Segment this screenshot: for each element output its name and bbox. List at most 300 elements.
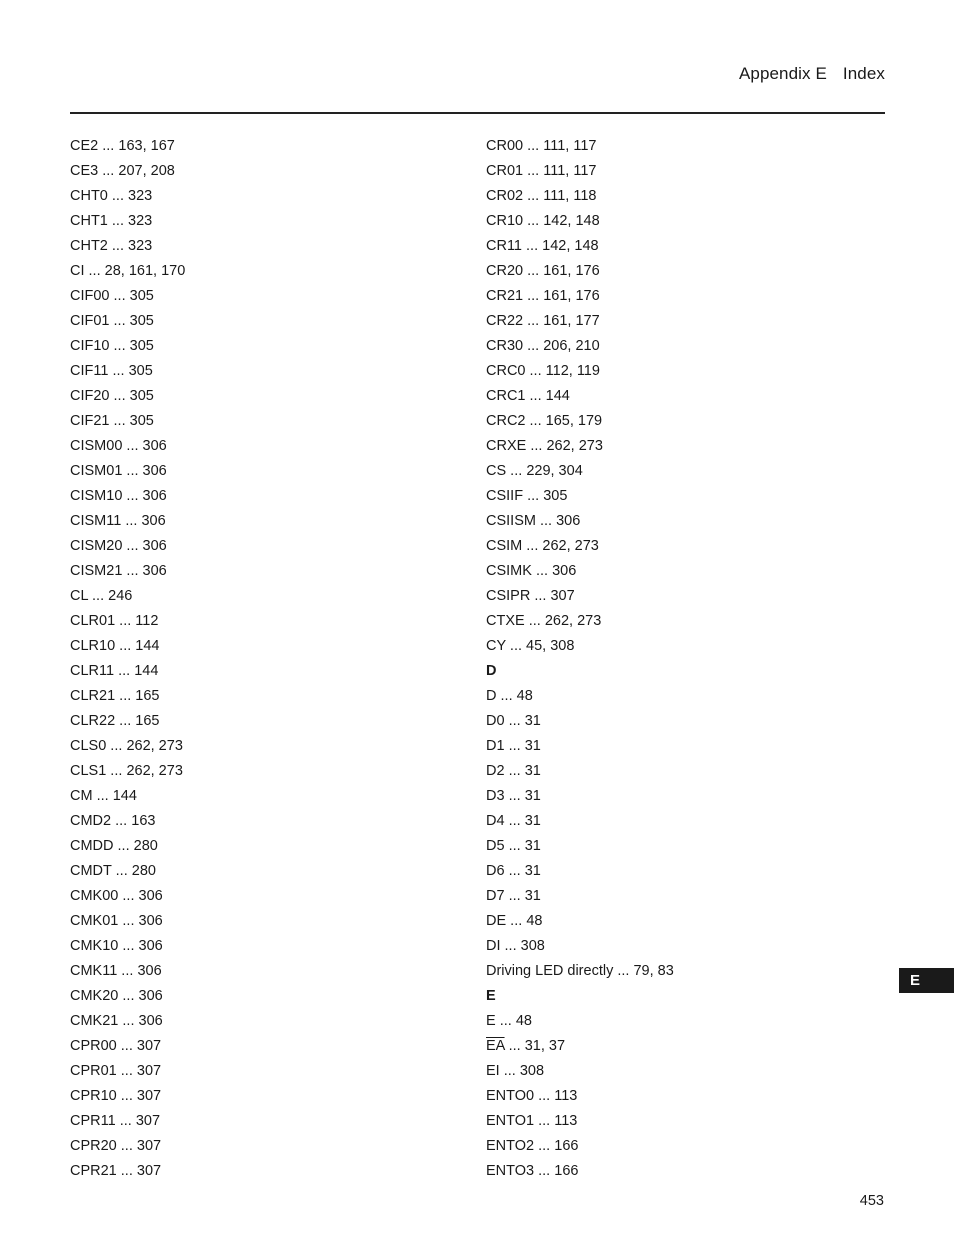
index-pages: 306 (552, 563, 577, 579)
index-entry (486, 459, 886, 484)
index-separator: ... (496, 688, 517, 704)
index-term: CY (486, 638, 506, 654)
index-term: DE (486, 913, 507, 929)
index-pages: 229, 304 (526, 463, 583, 479)
index-term: CMK10 (70, 938, 119, 954)
index-pages: 161, 176 (543, 288, 600, 304)
index-term: CR22 (486, 313, 524, 329)
index-entry (70, 1134, 460, 1159)
index-separator: ... (500, 938, 521, 954)
index-pages: 305 (129, 288, 154, 304)
index-entry (70, 309, 460, 334)
index-pages: 306 (556, 513, 581, 529)
index-entry (70, 284, 460, 309)
index-term: D6 (486, 863, 505, 879)
index-term: CR30 (486, 338, 524, 354)
index-entry (486, 1034, 886, 1059)
index-separator: ... (523, 188, 544, 204)
index-entry (486, 1084, 886, 1109)
index-separator: ... (114, 663, 135, 679)
index-pages: 31 (524, 713, 541, 729)
index-separator: ... (534, 1113, 555, 1129)
index-entry (70, 384, 460, 409)
index-entry (486, 834, 886, 859)
index-term: D3 (486, 788, 505, 804)
index-separator: ... (504, 1038, 525, 1054)
index-term: CMK11 (70, 963, 118, 979)
header-title: Index (842, 64, 885, 83)
index-pages: 262, 273 (542, 538, 599, 554)
index-term: CLS1 (70, 763, 107, 779)
index-term: CSIISM (486, 513, 536, 529)
index-entry (70, 884, 460, 909)
index-term: CISM20 (70, 538, 123, 554)
index-pages: 323 (128, 238, 153, 254)
index-term: CE3 (70, 163, 99, 179)
index-pages: 31 (524, 738, 541, 754)
index-separator: ... (108, 363, 129, 379)
index-term: CPR21 (70, 1163, 117, 1179)
index-term: CI (70, 263, 85, 279)
index-term: CISM00 (70, 438, 123, 454)
index-separator: ... (534, 1088, 555, 1104)
index-column-right (486, 134, 886, 1184)
index-term: E (486, 1013, 496, 1029)
index-term: CR10 (486, 213, 524, 229)
index-pages: 144 (112, 788, 137, 804)
index-term: CSIM (486, 538, 523, 554)
index-pages: 112 (135, 613, 159, 629)
index-letter-heading: D (486, 663, 497, 679)
index-entry (70, 1159, 460, 1184)
index-term: CSIIF (486, 488, 524, 504)
index-entry (486, 209, 886, 234)
index-pages: 323 (128, 188, 153, 204)
index-entry (486, 284, 886, 309)
index-pages: 161, 176 (543, 263, 600, 279)
index-term: CIF01 (70, 313, 110, 329)
index-separator: ... (98, 138, 119, 154)
index-pages: 142, 148 (542, 238, 599, 254)
index-separator: ... (92, 788, 113, 804)
index-pages: 305 (129, 338, 154, 354)
index-pages: 113 (554, 1088, 578, 1104)
index-pages: 206, 210 (543, 338, 600, 354)
index-separator: ... (534, 1163, 555, 1179)
index-pages: 307 (136, 1038, 162, 1054)
index-pages: 142, 148 (543, 213, 600, 229)
index-entry (70, 509, 460, 534)
index-pages: 306 (141, 513, 166, 529)
index-entry (70, 709, 460, 734)
index-term: CPR11 (70, 1113, 116, 1129)
index-term: D5 (486, 838, 505, 854)
index-pages: 306 (142, 563, 167, 579)
index-entry (70, 409, 460, 434)
index-entry (70, 484, 460, 509)
index-column-left (70, 134, 460, 1184)
index-pages: 28, 161, 170 (104, 263, 186, 279)
index-separator: ... (116, 1088, 137, 1104)
index-pages: 305 (129, 313, 154, 329)
index-term: CMK01 (70, 913, 119, 929)
index-separator: ... (122, 438, 143, 454)
index-entry (486, 259, 886, 284)
index-term: Driving LED directly (486, 963, 614, 979)
index-entry (486, 1059, 886, 1084)
index-pages: 166 (554, 1163, 579, 1179)
index-separator: ... (113, 838, 134, 854)
index-separator: ... (613, 963, 634, 979)
index-term: CISM01 (70, 463, 123, 479)
index-pages: 31 (524, 763, 541, 779)
index-term: CLR11 (70, 663, 115, 679)
index-pages: 323 (128, 213, 153, 229)
index-entry (70, 1034, 460, 1059)
index-pages: 79, 83 (633, 963, 674, 979)
index-separator: ... (525, 413, 546, 429)
index-pages: 305 (543, 488, 568, 504)
index-entry (486, 384, 886, 409)
index-separator: ... (116, 1163, 137, 1179)
index-term: D1 (486, 738, 505, 754)
index-separator: ... (115, 1113, 136, 1129)
index-pages: 163 (131, 813, 156, 829)
index-term: CLR22 (70, 713, 116, 729)
index-entry (486, 534, 886, 559)
index-pages: 165, 179 (545, 413, 603, 429)
index-separator: ... (88, 588, 109, 604)
index-term: CMDD (70, 838, 114, 854)
index-entry (70, 659, 460, 684)
index-separator: ... (122, 538, 143, 554)
index-separator: ... (107, 213, 129, 229)
index-entry (70, 984, 460, 1009)
index-separator: ... (117, 963, 138, 979)
index-separator: ... (504, 888, 525, 904)
index-entry (70, 259, 460, 284)
index-separator: ... (109, 388, 130, 404)
index-entry (70, 759, 460, 784)
index-pages: 144 (134, 663, 159, 679)
index-separator: ... (523, 213, 544, 229)
index-separator: ... (109, 288, 130, 304)
index-entry (486, 159, 886, 184)
index-term: CIF10 (70, 338, 110, 354)
index-separator: ... (115, 613, 136, 629)
index-separator: ... (530, 588, 551, 604)
index-separator: ... (121, 513, 142, 529)
header-section: Appendix E (738, 64, 827, 83)
index-term: CR01 (486, 163, 524, 179)
index-pages: 306 (137, 963, 162, 979)
index-entry (486, 309, 886, 334)
index-term: CIF00 (70, 288, 110, 304)
index-pages: 246 (108, 588, 133, 604)
index-separator: ... (504, 738, 525, 754)
index-entry (486, 134, 886, 159)
index-pages: 262, 273 (126, 763, 183, 779)
index-pages: 113 (554, 1113, 578, 1129)
index-term: D4 (486, 813, 505, 829)
index-entry (70, 159, 460, 184)
index-pages: 262, 273 (544, 613, 602, 629)
index-pages: 306 (142, 538, 167, 554)
index-entry (486, 484, 886, 509)
index-separator: ... (531, 563, 553, 579)
index-term: CR20 (486, 263, 524, 279)
index-term: CHT2 (70, 238, 108, 254)
index-term: CPR01 (70, 1063, 117, 1079)
index-entry (486, 884, 886, 909)
index-entry (70, 634, 460, 659)
index-term: CMK20 (70, 988, 119, 1004)
index-term: CSIMK (486, 563, 532, 579)
index-pages: 306 (138, 988, 163, 1004)
index-separator: ... (506, 463, 527, 479)
index-pages: 306 (142, 488, 167, 504)
index-separator: ... (535, 513, 557, 529)
index-term: CR21 (486, 288, 524, 304)
index-entry (486, 359, 886, 384)
index-pages: 31 (524, 838, 541, 854)
index-entry (70, 834, 460, 859)
index-term: EI (486, 1063, 500, 1079)
index-entry (70, 134, 460, 159)
index-letter-heading: E (486, 988, 496, 1004)
index-entry (70, 559, 460, 584)
index-separator: ... (118, 913, 139, 929)
index-entry (486, 1159, 886, 1184)
index-separator: ... (122, 463, 143, 479)
index-separator: ... (523, 313, 544, 329)
index-entry (70, 934, 460, 959)
index-pages: 262, 273 (126, 738, 183, 754)
index-term: CLR01 (70, 613, 116, 629)
index-pages: 307 (136, 1163, 162, 1179)
index-term: D2 (486, 763, 505, 779)
index-entry (486, 934, 886, 959)
index-separator: ... (523, 288, 544, 304)
index-pages: 111, 117 (543, 138, 597, 154)
index-pages: 305 (129, 413, 154, 429)
index-separator: ... (118, 1013, 139, 1029)
index-term: CR11 (486, 238, 522, 254)
index-term: ENTO1 (486, 1113, 535, 1129)
index-entry (486, 909, 886, 934)
index-pages: 307 (136, 1063, 162, 1079)
index-entry (486, 584, 886, 609)
index-pages: 305 (129, 388, 154, 404)
index-separator: ... (523, 338, 544, 354)
index-term: DI (486, 938, 501, 954)
index-term: CS (486, 463, 507, 479)
index-entry (486, 184, 886, 209)
index-pages: 308 (520, 938, 545, 954)
index-entry (486, 1109, 886, 1134)
index-entry (486, 759, 886, 784)
index-term: CIF20 (70, 388, 110, 404)
index-separator: ... (505, 638, 527, 654)
index-term: CPR20 (70, 1138, 117, 1154)
index-term: CLS0 (70, 738, 107, 754)
index-entry (70, 859, 460, 884)
index-separator: ... (506, 913, 527, 929)
index-separator: ... (111, 863, 132, 879)
index-separator: ... (534, 1138, 555, 1154)
index-term: CMDT (70, 863, 112, 879)
index-separator: ... (523, 138, 544, 154)
index-term: CRC2 (486, 413, 526, 429)
header-rule (70, 112, 885, 114)
index-separator: ... (116, 1138, 137, 1154)
index-pages: 144 (545, 388, 570, 404)
index-separator: ... (84, 263, 105, 279)
index-entry (486, 859, 886, 884)
index-term: D7 (486, 888, 505, 904)
index-separator: ... (109, 413, 130, 429)
index-pages: 165 (135, 713, 160, 729)
index-separator: ... (499, 1063, 520, 1079)
index-term: CR00 (486, 138, 524, 154)
index-entry (70, 784, 460, 809)
index-entry (70, 334, 460, 359)
index-separator: ... (115, 713, 136, 729)
index-entry (486, 709, 886, 734)
index-separator: ... (109, 313, 130, 329)
index-pages: 111, 118 (543, 188, 597, 204)
index-separator: ... (525, 388, 546, 404)
index-pages: 31 (524, 813, 541, 829)
index-pages: 31, 37 (524, 1038, 566, 1054)
index-term: CLR21 (70, 688, 116, 704)
index-separator: ... (495, 1013, 516, 1029)
index-term: CIF21 (70, 413, 110, 429)
index-separator: ... (106, 738, 127, 754)
index-pages: 306 (142, 438, 167, 454)
index-entry (70, 234, 460, 259)
index-separator: ... (116, 1063, 137, 1079)
index-pages: 31 (524, 788, 541, 804)
index-pages: 48 (526, 913, 543, 929)
index-separator: ... (118, 938, 139, 954)
index-entry (486, 559, 886, 584)
index-term: CMD2 (70, 813, 112, 829)
index-separator: ... (122, 563, 143, 579)
index-term: CE2 (70, 138, 99, 154)
index-term: CRC1 (486, 388, 526, 404)
index-separator: ... (107, 238, 129, 254)
index-term: ENTO2 (486, 1138, 535, 1154)
index-separator: ... (522, 238, 543, 254)
index-entry (486, 409, 886, 434)
index-entry (70, 1084, 460, 1109)
index-pages: 163, 167 (118, 138, 175, 154)
index-pages: 207, 208 (118, 163, 175, 179)
index-entry (70, 1059, 460, 1084)
index-term: CPR10 (70, 1088, 117, 1104)
index-term: ENTO0 (486, 1088, 535, 1104)
index-pages: 161, 177 (543, 313, 600, 329)
index-entry (486, 734, 886, 759)
index-separator: ... (116, 1038, 137, 1054)
index-entry (70, 609, 460, 634)
index-term: CPR00 (70, 1038, 117, 1054)
index-term: CR02 (486, 188, 524, 204)
index-entry (486, 509, 886, 534)
index-entry (70, 434, 460, 459)
index-pages: 111, 117 (543, 163, 597, 179)
index-pages: 280 (131, 863, 156, 879)
index-entry (70, 1109, 460, 1134)
index-pages: 31 (524, 888, 541, 904)
index-entry (486, 634, 886, 659)
index-term: CIF11 (70, 363, 109, 379)
index-term: CTXE (486, 613, 525, 629)
index-entry (486, 234, 886, 259)
index-separator: ... (109, 338, 130, 354)
index-entry (486, 684, 886, 709)
index-pages: 306 (138, 938, 163, 954)
index-entry (486, 809, 886, 834)
index-separator: ... (504, 763, 525, 779)
index-entry (486, 609, 886, 634)
index-term: CISM21 (70, 563, 123, 579)
index-term: CL (70, 588, 88, 604)
index-entry (70, 534, 460, 559)
index-entry (70, 1009, 460, 1034)
index-pages: 144 (135, 638, 160, 654)
index-term: D0 (486, 713, 505, 729)
page-number: 453 (859, 1193, 884, 1209)
index-separator: ... (504, 838, 525, 854)
index-entry (70, 359, 460, 384)
index-entry (70, 184, 460, 209)
index-term: $\overline{EA}$ (486, 1038, 505, 1054)
index-pages: 280 (133, 838, 158, 854)
index-separator: ... (118, 988, 139, 1004)
index-term: CM (70, 788, 93, 804)
index-separator: ... (115, 638, 136, 654)
index-pages: 306 (138, 1013, 163, 1029)
index-pages: 112, 119 (545, 363, 600, 379)
index-separator: ... (523, 163, 544, 179)
section-tab: E (899, 968, 954, 993)
index-pages: 31 (524, 863, 541, 879)
index-term: CISM11 (70, 513, 122, 529)
running-header (739, 64, 885, 84)
index-term: CSIPR (486, 588, 531, 604)
index-term: CRXE (486, 438, 527, 454)
index-pages: 166 (554, 1138, 579, 1154)
index-separator: ... (106, 763, 127, 779)
index-entry (70, 809, 460, 834)
index-pages: 307 (136, 1138, 162, 1154)
index-entry (70, 684, 460, 709)
index-separator: ... (526, 438, 547, 454)
index-separator: ... (504, 863, 525, 879)
index-term: ENTO3 (486, 1163, 535, 1179)
index-entry (486, 334, 886, 359)
index-separator: ... (522, 538, 543, 554)
index-pages: 262, 273 (546, 438, 603, 454)
index-separator: ... (504, 713, 525, 729)
index-term: CMK00 (70, 888, 119, 904)
index-separator: ... (122, 488, 143, 504)
index-separator: ... (523, 263, 544, 279)
index-pages: 306 (138, 913, 163, 929)
index-separator: ... (115, 688, 136, 704)
